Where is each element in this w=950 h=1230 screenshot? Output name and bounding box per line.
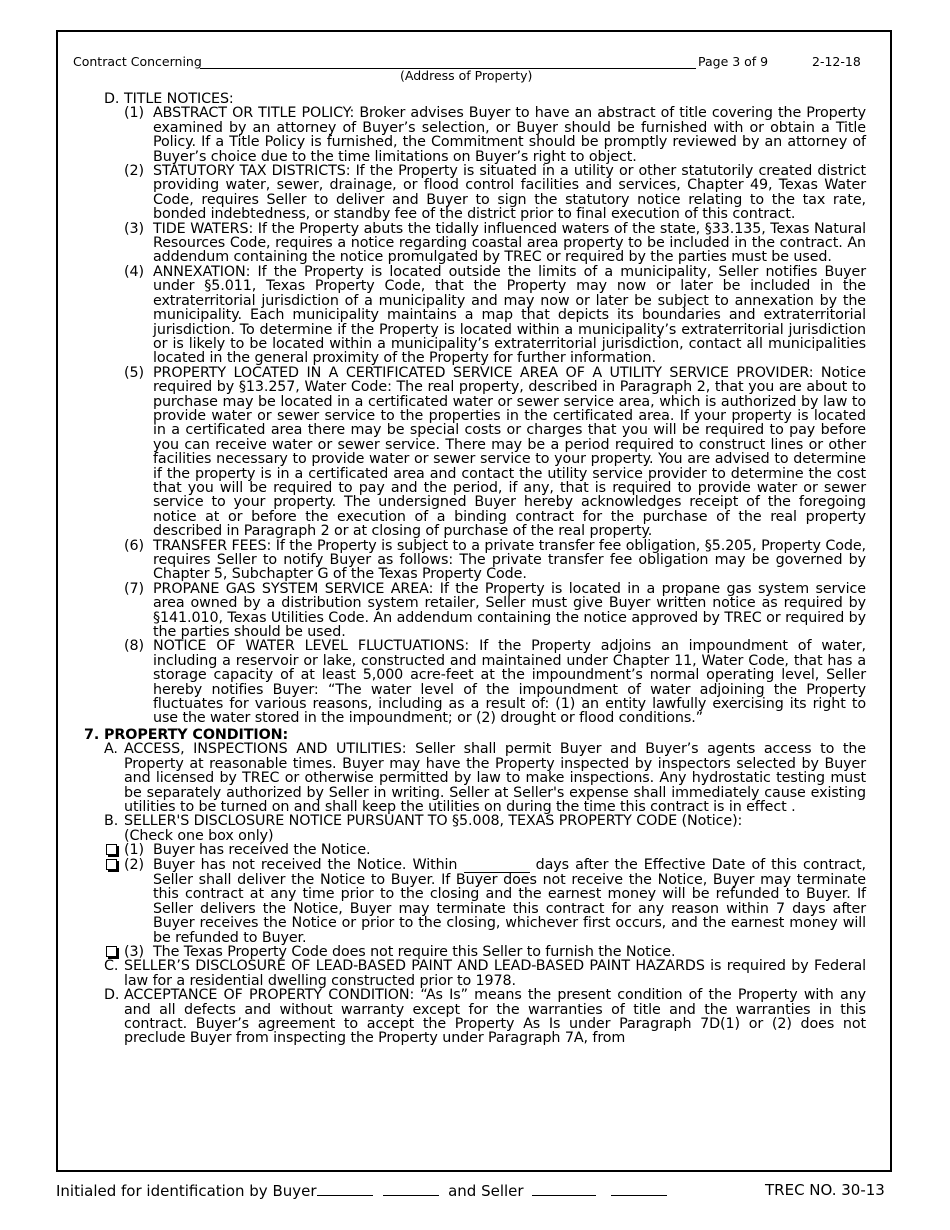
buyer-initials-1[interactable] xyxy=(317,1181,373,1196)
title-notice-4: (4) ANNEXATION: If the Property is located outside the limits of a municipality, Seller notifies Buyer under §5.011, Texas Property Code, that the Property may now or later be included in the extraterritorial jurisdiction of a municipality and may now or later be subject to annexation by the municipality. Each municipality maintains a map that depicts its boundaries and extraterritorial jurisdiction. To determine if the Property is located within a municipality’s extraterritorial jurisdiction or is likely to be located within a municipality’s extraterritorial jurisdiction, contact all municipalities located in the general proximity of the Property for further information. xyxy=(124,263,866,367)
address-caption: (Address of Property) xyxy=(400,68,533,83)
buyer-initials-2[interactable] xyxy=(383,1181,439,1196)
disclosure-notice-paragraph: B. SELLER'S DISCLOSURE NOTICE PURSUANT TO §5.008, TEXAS PROPERTY CODE (Notice): (Check one box only) xyxy=(104,813,743,844)
notice-days-blank[interactable] xyxy=(464,858,530,873)
notice-option-2: (2) Buyer has not received the Notice. Within days after the Effective Date of this contract, Seller shall deliver the Notice to Buyer. If Buyer does not receive the Notice, Buyer may terminate this contract at any time prior to the closing and the earnest money will be refunded to Buyer. If Seller delivers the Notice, Buyer may terminate this contract for any reason within 7 days after Buyer receives the Notice or prior to the closing, whichever first occurs, and the earnest money will be refunded to Buyer. xyxy=(70,858,866,945)
section-7-heading: 7. PROPERTY CONDITION: xyxy=(84,726,289,743)
title-notice-8: (8) NOTICE OF WATER LEVEL FLUCTUATIONS: If the Property adjoins an impoundment of water, including a reservoir or lake, constructed and maintained under Chapter 11, Water Code, that has a storage capacity of at least 5,000 acre-feet at the impoundment’s normal operating level, Seller hereby notifies Buyer: “The water level of the impoundment of water adjoining the Property fluctuates for various reasons, including as a result of: (1) an entity lawfully exercising its right to use the water stored in the impoundment; or (2) drought or flood conditions.” xyxy=(124,638,866,727)
page-number: Page 3 of 9 xyxy=(698,54,769,69)
trec-form-number: TREC NO. 30-13 xyxy=(765,1181,885,1199)
contract-concerning-label: Contract Concerning xyxy=(73,54,202,69)
access-inspections-paragraph: A. ACCESS, INSPECTIONS AND UTILITIES: Seller shall permit Buyer and Buyer’s agents access to the Property at reasonable times. Buyer may have the Property inspected by inspectors selected by Buyer and licensed by TREC or otherwise permitted by law to make inspections. Any hydrostatic testing must be separately authorized by Seller in writing. Seller at Seller's expense shall immediately cause existing utilities to be turned on and shall keep the utilities on during the time this contract is in effect . xyxy=(104,741,866,815)
notice-option-1: (1) Buyer has received the Notice. xyxy=(70,843,866,857)
notice-option-2-checkbox[interactable] xyxy=(106,859,117,870)
lead-paint-paragraph: C. SELLER’S DISCLOSURE OF LEAD-BASED PAINT AND LEAD-BASED PAINT HAZARDS is required by Federal law for a residential dwelling constructed prior to 1978. xyxy=(104,958,866,989)
initials-footer: Initialed for identification by Buyer and Seller xyxy=(56,1181,667,1200)
seller-initials-2[interactable] xyxy=(611,1181,667,1196)
notice-option-3-checkbox[interactable] xyxy=(106,946,117,957)
title-notices-heading: D. TITLE NOTICES: xyxy=(104,91,234,107)
title-notice-5: (5) PROPERTY LOCATED IN A CERTIFICATED SERVICE AREA OF A UTILITY SERVICE PROVIDER: Notice required by §13.257, Water Code: The real property, described in Paragraph 2, that you are about to purchase may be located in a certificated water or sewer service area, which is authorized by law to provide water or sewer service to the properties in the certificated area. If your property is located in a certificated area there may be special costs or charges that you will be required to pay before you can receive water or sewer service. There may be a period required to construct lines or other facilities necessary to provide water or sewer service to your property. You are advised to determine if the property is in a certificated area and contact the utility service provider to determine the cost that you will be required to pay and the period, if any, that is required to provide water or sewer service to your property. The undersigned Buyer hereby acknowledges receipt of the foregoing notice at or before the execution of a binding contract for the purchase of the real property described in Paragraph 2 or at closing of purchase of the real property. xyxy=(124,364,866,540)
title-notice-7: (7) PROPANE GAS SYSTEM SERVICE AREA: If the Property is located in a propane gas system service area owned by a distribution system retailer, Seller must give Buyer written notice as required by §141.010, Texas Utilities Code. An addendum containing the notice approved by TREC or required by the parties should be used. xyxy=(124,580,866,641)
notice-option-3: (3) The Texas Property Code does not require this Seller to furnish the Notice. xyxy=(70,945,866,959)
acceptance-condition-paragraph: D. ACCEPTANCE OF PROPERTY CONDITION: “As Is” means the present condition of the Property with any and all defects and without warranty except for the warranties of title and the warranties in this contract. Buyer’s agreement to accept the Property As Is under Paragraph 7D(1) or (2) does not preclude Buyer from inspecting the Property under Paragraph 7A, from xyxy=(104,987,866,1047)
title-notice-2: (2) STATUTORY TAX DISTRICTS: If the Property is situated in a utility or other statutorily created district providing water, sewer, drainage, or flood control facilities and services, Chapter 49, Texas Water Code, requires Seller to deliver and Buyer to sign the statutory notice relating to the tax rate, bonded indebtedness, or standby fee of the district prior to final execution of this contract. xyxy=(124,163,866,223)
title-notice-3: (3) TIDE WATERS: If the Property abuts the tidally influenced waters of the state, §33.135, Texas Natural Resources Code, requires a notice regarding coastal area property to be included in the contract. An addendum containing the notice promulgated by TREC or required by the parties must be used. xyxy=(124,220,866,266)
title-notice-6: (6) TRANSFER FEES: If the Property is subject to a private transfer fee obligation, §5.205, Property Code, requires Seller to notify Buyer as follows: The private transfer fee obligation may be governed by Chapter 5, Subchapter G of the Texas Property Code. xyxy=(124,537,866,583)
title-notice-1: (1) ABSTRACT OR TITLE POLICY: Broker advises Buyer to have an abstract of title covering the Property examined by an attorney of Buyer’s selection, or Buyer should be furnished with or obtain a Title Policy. If a Title Policy is furnished, the Commitment should be promptly reviewed by an attorney of Buyer’s choice due to the time limitations on Buyer’s right to object. xyxy=(124,105,866,165)
notice-option-1-checkbox[interactable] xyxy=(106,844,117,855)
form-date: 2-12-18 xyxy=(812,54,861,69)
seller-initials-1[interactable] xyxy=(532,1181,596,1196)
contract-body xyxy=(70,92,866,1046)
